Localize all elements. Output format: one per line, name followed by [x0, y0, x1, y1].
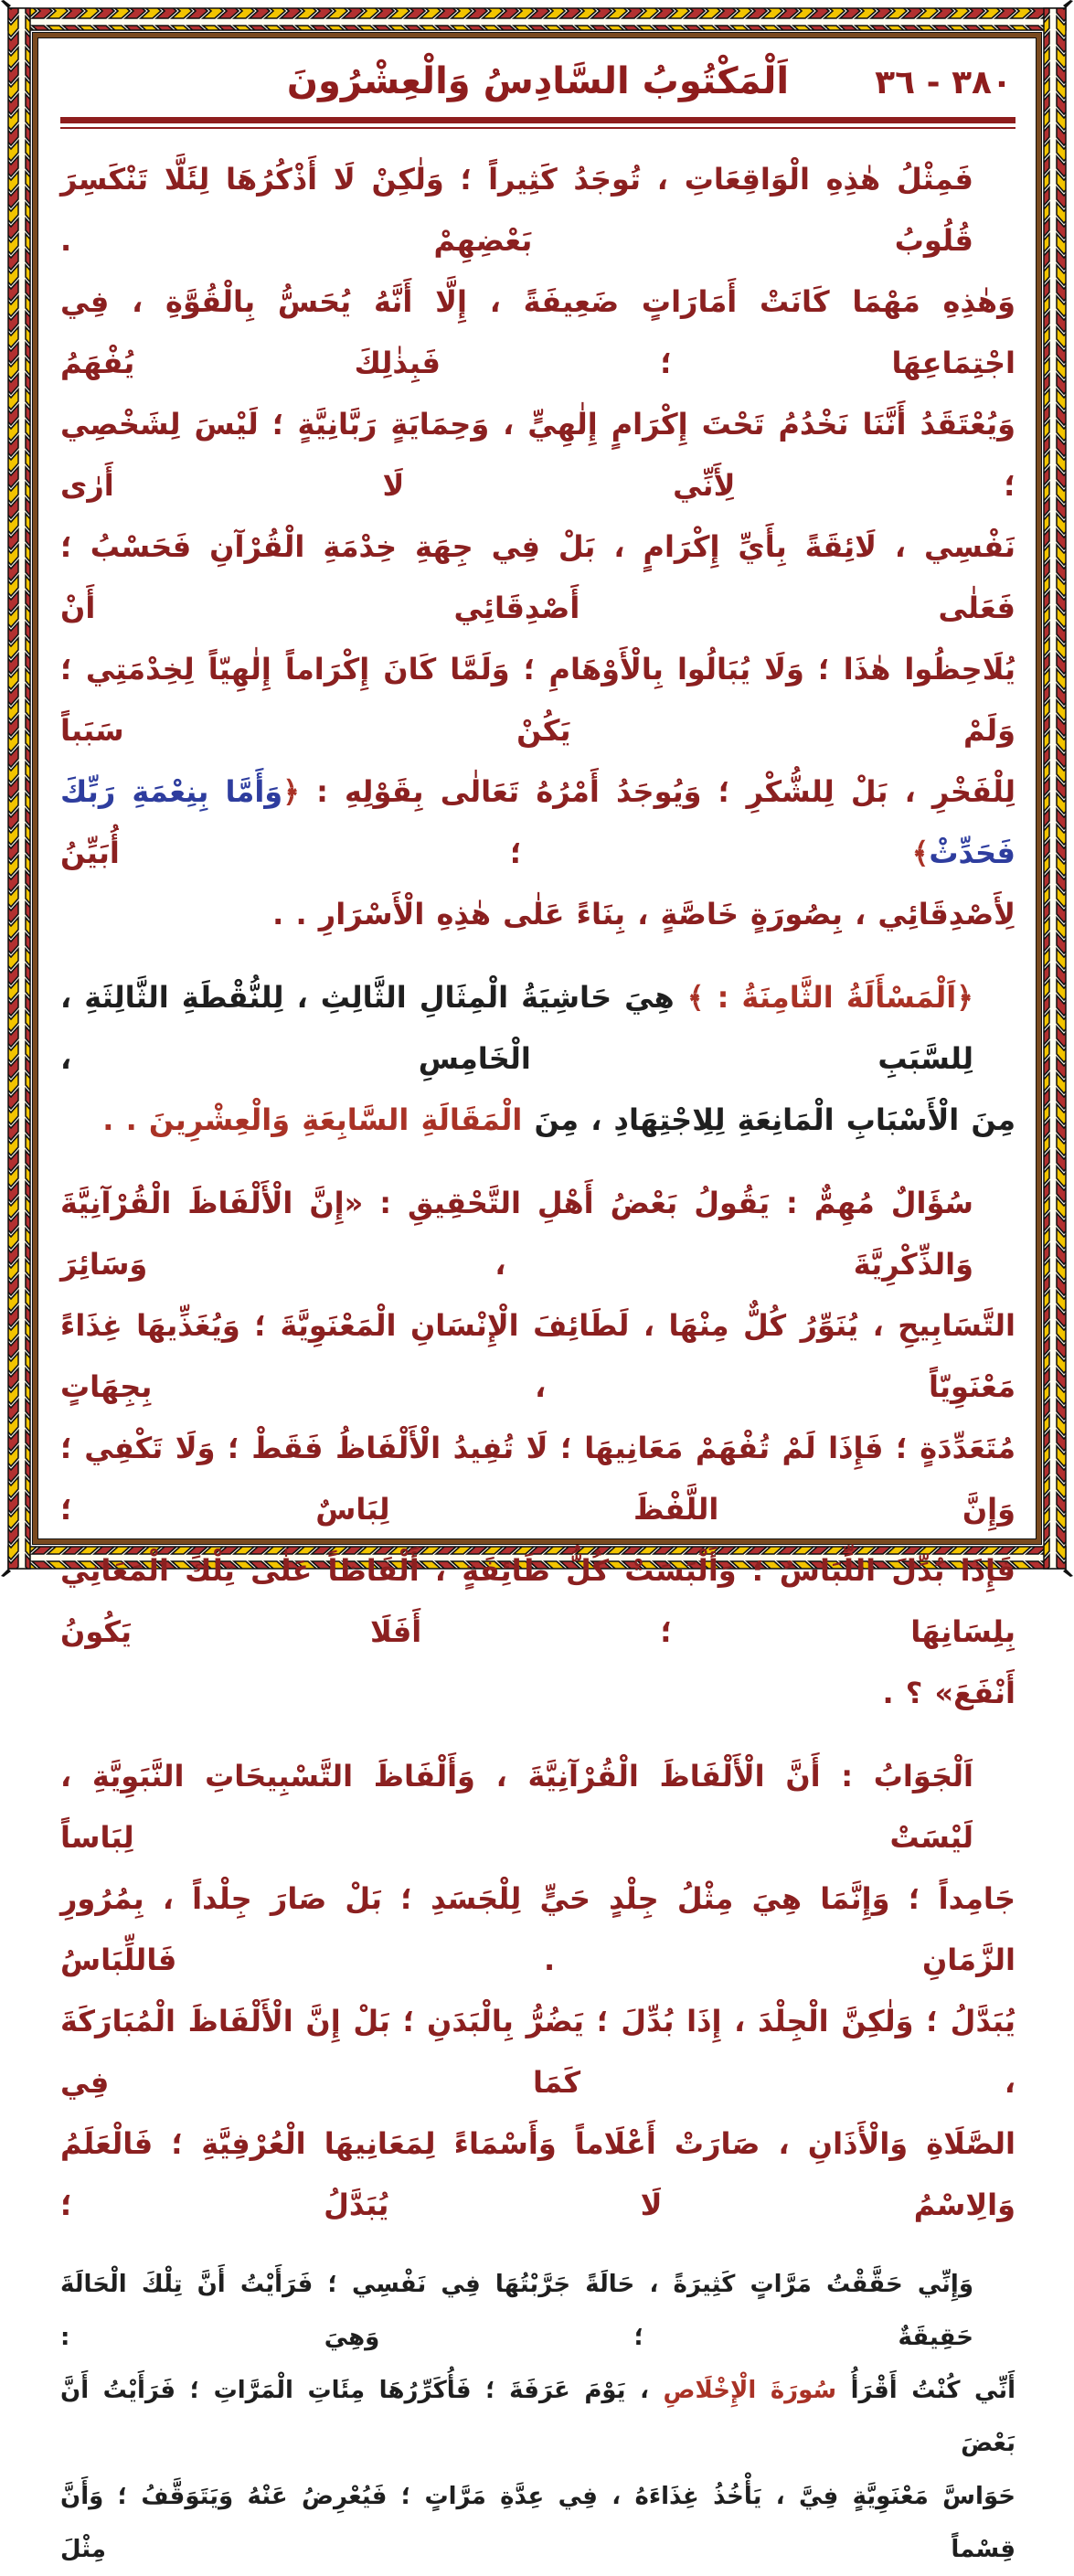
text-segment: الصَّلَاةِ وَالْأَذَانِ ، صَارَتْ أَعْلَاماً وَأَسْمَاءً لِمَعَانِيهَا الْعُرْفِيَّةِ ؛ فَالْعَلَمُ وَالِاسْمُ لَا يُبَدَّلُ ؛: [48, 2126, 1016, 2222]
text-segment: يُلَاحِظُوا هٰذَا ؛ وَلَا يُبَالُوا بِالْأَوْهَامِ ؛ وَلَمَّا كَانَ إِكْرَاماً إِلٰهِيّاً لِخِدْمَتِي ؛ وَلَمْ يَكُنْ سَبَباً: [48, 652, 1016, 748]
text-segment: لِلْفَخْرِ ، بَلْ لِلشُّكْرِ ؛ وَيُوجَدُ أَمْرُهُ تَعَالٰى بِقَوْلِهِ :: [299, 774, 1016, 809]
text-line: [48, 639, 1016, 761]
text-segment: وَيُعْتَقَدُ أَنَّنَا نَخْدُمُ تَحْتَ إِكْرَامٍ إِلٰهِيٍّ ، وَحِمَايَةٍ رَبَّانِيَّةٍ ؛ لَيْسَ لِشَخْصِي ؛ لِأَنِّي لَا أَرٰى: [48, 407, 1016, 503]
header-rule-thick: [60, 117, 1016, 123]
header-rule-thin: [60, 127, 1016, 129]
text-segment: نَفْسِي ، لَائِقَةً بِأَيِّ إِكْرَامٍ ، بَلْ فِي جِهَةِ خِدْمَةِ الْقُرْآنِ فَحَسْبُ ؛ فَعَلٰى أَصْدِقَائِي أَنْ: [48, 529, 1016, 625]
text-segment: سُورَةَ الْإِخْلَاصِ: [663, 2377, 837, 2404]
text-segment: ؛ أُبَيِّنُ: [60, 836, 912, 870]
body-text: [48, 149, 1016, 2576]
text-segment: يُبَدَّلُ ؛ وَلٰكِنَّ الْجِلْدَ ، إِذَا بُدِّلَ ؛ يَضُرُّ بِالْبَدَنِ ؛ بَلْ إِنَّ الْأَلْفَاظَ الْمُبَارَكَةَ ، كَمَا فِي: [48, 2004, 1016, 2100]
page-content: [48, 55, 1016, 2563]
text-line: [48, 967, 1016, 1090]
text-segment: أَنِّي كُنْتُ أَقْرَأُ: [836, 2377, 1016, 2404]
page-title: اَلْمَكْتُوبُ السَّادِسُ وَالْعِشْرُونَ: [286, 60, 790, 102]
text-segment: اَلْمَسْأَلَةُ الثَّامِنَةُ :: [704, 980, 957, 1015]
text-segment: ﴿: [956, 980, 974, 1015]
text-segment: ، يَوْمَ عَرَفَةَ ؛ فَأُكَرِّرُهَا مِئَاتِ الْمَرَّاتِ ؛ فَرَأَيْتُ أَنَّ بَعْضَ: [49, 2377, 1016, 2457]
text-line: [49, 2364, 1016, 2470]
text-segment: ﴾: [686, 980, 705, 1015]
text-line: [48, 1173, 1016, 1295]
text-segment: وَهٰذِهِ مَهْمَا كَانَتْ أَمَارَاتٍ ضَعِيفَةً ، إِلَّا أَنَّهُ يُحَسُّ بِالْقُوَّةِ ، فِي اجْتِمَاعِهَا ؛ فَبِذٰلِكَ يُفْهَمُ: [48, 284, 1016, 380]
text-line: [48, 1991, 1016, 2113]
text-segment: مُتَعَدِّدَةٍ ؛ فَإِذَا لَمْ تُفْهَمْ مَعَانِيهَا ؛ لَا تُفِيدُ الْأَلْفَاظُ فَقَطْ ؛ وَلَا تَكْفِي ؛ وَإِنَّ اللَّفْظَ لِبَاسٌ ؛: [48, 1431, 1016, 1527]
text-segment: التَّسَابِيحِ ، يُنَوِّرُ كُلٌّ مِنْهَا ، لَطَائِفَ الْإِنْسَانِ الْمَعْنَوِيَّةَ ؛ وَيُغَذِّيهَا غِذَاءً مَعْنَوِيّاً ، بِجِهَاتٍ: [48, 1308, 1016, 1404]
text-segment: الْمَقَالَةِ السَّابِعَةِ وَالْعِشْرِينَ . .: [102, 1102, 523, 1137]
text-line: [60, 1663, 1016, 1724]
corner-finial-bottom-right: [1063, 1569, 1073, 1577]
text-line: [48, 394, 1016, 516]
text-line: [48, 1746, 1016, 1868]
corner-finial-bottom-left: [1, 1569, 11, 1577]
page-number: ٣٨٠ - ٣٦: [875, 64, 1012, 101]
text-segment: فَمِثْلُ هٰذِهِ الْوَاقِعَاتِ ، تُوجَدُ كَثِيراً ؛ وَلٰكِنْ لَا أَذْكُرُهَا لِئَلَّا تَنْكَسِرَ قُلُوبُ بَعْضِهِمْ .: [48, 162, 973, 258]
text-segment: ﴿: [282, 774, 300, 809]
text-line: [60, 1090, 1016, 1151]
text-line: [48, 1295, 1016, 1418]
text-line: [48, 1868, 1016, 1991]
text-segment: هِيَ حَاشِيَةُ الْمِثَالِ الثَّالِثِ ، لِلنُّقْطَةِ الثَّالِثَةِ ، لِلسَّبَبِ الْخَامِسِ ،: [48, 980, 973, 1076]
corner-finial-top-left: [1, 0, 11, 8]
text-segment: أَنْفَعَ» ؟ .: [882, 1676, 1016, 1710]
quran-verse: وَأَمَّا بِنِعْمَةِ رَبِّكَ فَحَدِّثْ: [48, 774, 1016, 870]
corner-finial-top-right: [1063, 0, 1073, 8]
text-segment: لِأَصْدِقَائِي ، بِصُورَةٍ خَاصَّةٍ ، بِنَاءً عَلٰى هٰذِهِ الْأَسْرَارِ . .: [272, 897, 1016, 931]
text-line: [48, 1418, 1016, 1540]
text-line: [48, 761, 1016, 884]
border-top-band: [8, 8, 1066, 30]
border-right-band: [1044, 8, 1066, 1569]
text-segment: فَإِذَا بُدِّلَ اللِّبَاسُ ؛ وَأَلْبَسَتْ كُلُّ طَائِفَةٍ ، أَلْفَاظاً عَلٰى تِلْكَ الْمَعَانِي بِلِسَانِهَا ؛ أَفَلَا يَكُونُ: [48, 1553, 1016, 1649]
text-segment: سُؤَالٌ مُهِمٌّ : يَقُولُ بَعْضُ أَهْلِ التَّحْقِيقِ : «إِنَّ الْأَلْفَاظَ الْقُرْآنِيَّةَ وَالذِّكْرِيَّةَ ، وَسَائِرَ: [48, 1186, 973, 1282]
text-segment: وَإِنِّي حَقَّقْتُ مَرَّاتٍ كَثِيرَةً ، حَالَةً جَرَّبْتُهَا فِي نَفْسِي ؛ فَرَأَيْتُ أَنَّ تِلْكَ الْحَالَةَ حَقِيقَةٌ ؛ وَهِيَ :: [49, 2271, 973, 2351]
text-line: [48, 149, 1016, 271]
text-segment: مِنَ الْأَسْبَابِ الْمَانِعَةِ لِلِاجْتِهَادِ ، مِنَ: [522, 1102, 1016, 1137]
text-line: [48, 271, 1016, 394]
text-line: [60, 884, 1016, 945]
text-segment: جَامِداً ؛ وَإِنَّمَا هِيَ مِثْلُ جِلْدٍ حَيٍّ لِلْجَسَدِ ؛ بَلْ صَارَ جِلْداً ، بِمُرُورِ الزَّمَانِ . فَاللِّبَاسُ: [48, 1881, 1016, 1977]
page-header: [60, 55, 1016, 113]
text-segment: ﴾: [911, 836, 930, 870]
text-line: [48, 516, 1016, 639]
text-line: [48, 1540, 1016, 1663]
text-line: [49, 2258, 1016, 2364]
text-segment: اَلْجَوَابُ : أَنَّ الْأَلْفَاظَ الْقُرْآنِيَّةَ ، وَأَلْفَاظَ التَّسْبِيحَاتِ النَّبَوِيَّةِ ، لَيْسَتْ لِبَاساً: [48, 1759, 973, 1855]
text-segment: حَوَاسَّ مَعْنَوِيَّةٍ فِيَّ ، يَأْخُذُ غِذَاءَهُ ، فِي عِدَّةِ مَرَّاتٍ ؛ فَيُعْرِضُ عَنْهُ وَيَتَوَقَّفُ ؛ وَأَنَّ قِسْماً مِثْلَ: [49, 2483, 1016, 2563]
text-line: [49, 2470, 1016, 2576]
text-line: [48, 2113, 1016, 2236]
border-left-band: [8, 8, 30, 1569]
